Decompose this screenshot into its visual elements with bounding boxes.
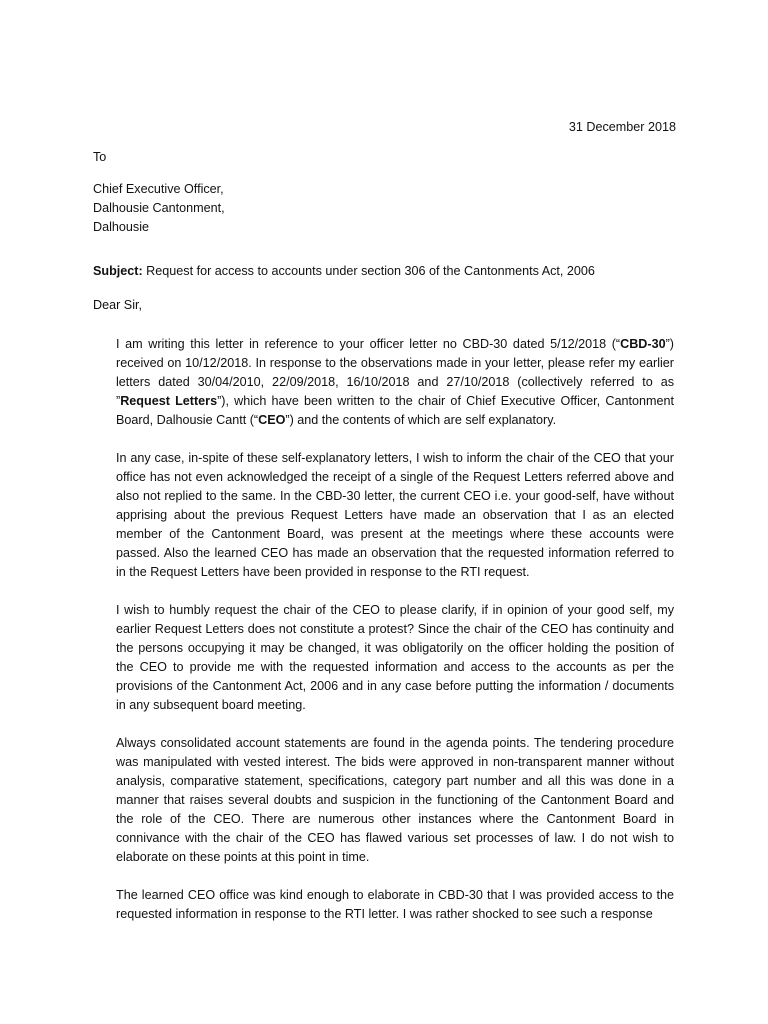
addressee-line: Dalhousie Cantonment,	[93, 201, 225, 215]
paragraph-2: In any case, in-spite of these self-explanatory letters, I wish to inform the chair of the CEO that your office has not even acknowledged the receipt of a single of the Request Letters referred above and also not replied to the same. In the CBD-30 letter, the current CEO i.e. your good-self, have without apprising about the previous Request Letters have made an observation that I as an elected member of the Cantonment Board, was present at the meetings where these accounts were passed. Also the learned CEO has made an observation that the requested information referred to in the Request Letters have been provided in response to the RTI request.	[116, 451, 674, 579]
p1-text: ”) and the contents of which are self explanatory.	[285, 413, 557, 427]
p1-text: ”), which have been written to the chair of Chief Executive Officer, Cantonment Board, Dalhousie Cantt (“	[116, 394, 674, 427]
p1-bold-cbd30: CBD-30	[620, 337, 666, 351]
paragraph-1	[116, 335, 674, 430]
p1-text: ”) received on 10/12/2018. In response to the observations made in your letter, please refer my earlier letters dated 30/04/2010, 22/09/2018, 16/10/2018 and 27/10/2018 (collectively referred to as ”	[116, 337, 674, 408]
letter-body	[116, 335, 674, 943]
addressee-line: Chief Executive Officer,	[93, 182, 224, 196]
subject-label: Subject:	[93, 264, 143, 278]
addressee-block	[93, 180, 225, 237]
p1-text: I am writing this letter in reference to your officer letter no CBD-30 dated 5/12/2018 (“	[116, 337, 621, 351]
salutation: Dear Sir,	[93, 298, 142, 312]
subject-text: Request for access to accounts under section 306 of the Cantonments Act, 2006	[142, 264, 595, 278]
paragraph-4: Always consolidated account statements are found in the agenda points. The tendering procedure was manipulated with vested interest. The bids were approved in non-transparent manner without analysis, comparative statement, specifications, category part number and all this was done in a manner that raises several doubts and suspicion in the functioning of the Cantonment Board and the role of the CEO. There are numerous other instances where the Cantonment Board in connivance with the chair of the CEO has flawed various set processes of law. I do not wish to elaborate on these points at this point in time.	[116, 736, 674, 864]
paragraph-3: I wish to humbly request the chair of the CEO to please clarify, if in opinion of your good self, my earlier Request Letters does not constitute a protest? Since the chair of the CEO has continuity and the persons occupying it may be changed, it was obligatorily on the officer holding the position of the CEO to provide me with the requested information and access to the accounts as per the provisions of the Cantonment Act, 2006 and in any case before putting the information / documents in any subsequent board meeting.	[116, 603, 674, 712]
to-label: To	[93, 150, 107, 164]
addressee-line: Dalhousie	[93, 220, 150, 234]
subject-line	[93, 262, 595, 281]
letter-date: 31 December 2018	[568, 120, 676, 134]
p1-bold-request-letters: Request Letters	[120, 394, 218, 408]
paragraph-5: The learned CEO office was kind enough to elaborate in CBD-30 that I was provided access to the requested information in response to the RTI letter. I was rather shocked to see such a response	[116, 888, 674, 921]
p1-bold-ceo: CEO	[258, 413, 286, 427]
